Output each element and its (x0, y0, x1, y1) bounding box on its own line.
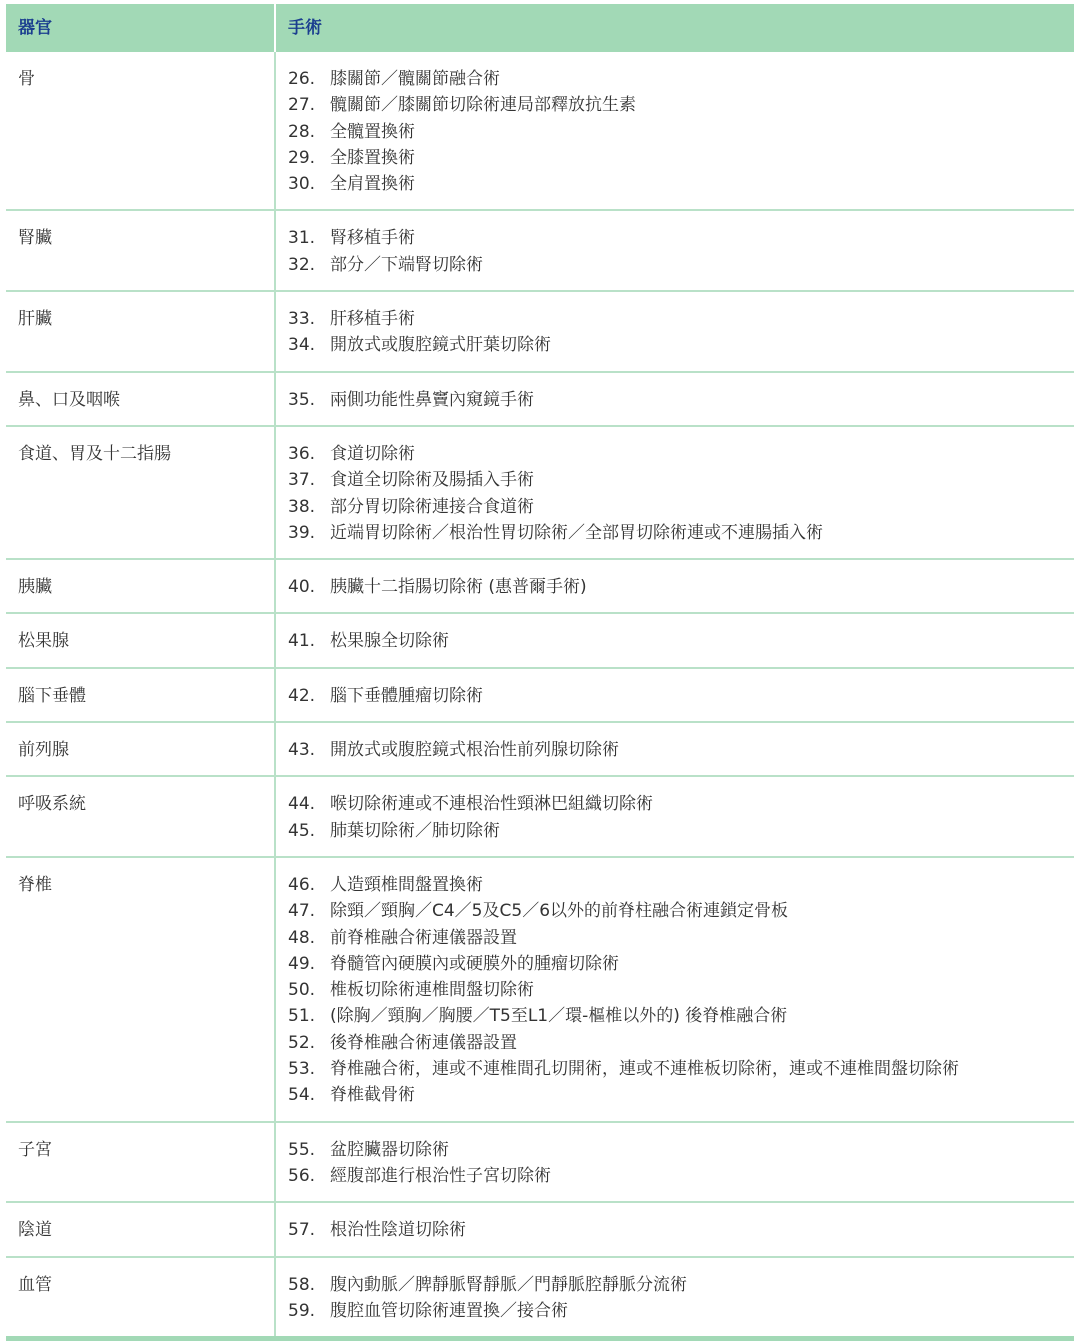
procedure-item (288, 791, 1074, 817)
procedure-text: 肺葉切除術／肺切除術 (330, 820, 500, 841)
table-row (6, 721, 1074, 775)
procedure-number: 52. (288, 1032, 316, 1053)
organ-cell: 呼吸系統 (18, 794, 86, 815)
procedure-text: 後脊椎融合術連儀器設置 (330, 1032, 517, 1053)
procedure-text: 部分／下端腎切除術 (330, 254, 483, 275)
organ-cell: 腦下垂體 (18, 685, 86, 706)
procedure-text: 腹內動脈／脾靜脈腎靜脈／門靜脈腔靜脈分流術 (330, 1274, 687, 1295)
procedure-item (288, 92, 1074, 118)
procedure-text: 全膝置換術 (330, 147, 415, 168)
procedure-text: 腹腔血管切除術連置換／接合術 (330, 1300, 568, 1321)
table-row (6, 52, 1074, 209)
procedure-item (288, 628, 1074, 654)
procedure-number: 37. (288, 470, 316, 491)
table-row (6, 1121, 1074, 1202)
table-row (6, 856, 1074, 1121)
surgery-cell (274, 427, 1074, 558)
table-bottom-rule (6, 1336, 1074, 1341)
organ-cell: 脊椎 (18, 874, 52, 895)
procedure-number: 54. (288, 1085, 316, 1106)
procedure-number: 28. (288, 121, 316, 142)
table-row (6, 371, 1074, 425)
procedure-number: 33. (288, 309, 316, 330)
organ-cell: 鼻、口及咽喉 (18, 389, 120, 410)
procedure-item (288, 951, 1074, 977)
procedure-number: 40. (288, 577, 316, 598)
surgery-table (6, 4, 1074, 1341)
organ-cell: 腎臟 (18, 228, 52, 249)
table-header (6, 4, 1074, 52)
procedure-item (288, 1137, 1074, 1163)
procedure-number: 58. (288, 1274, 316, 1295)
procedure-text: 開放式或腹腔鏡式肝葉切除術 (330, 335, 551, 356)
procedure-number: 59. (288, 1300, 316, 1321)
surgery-cell (274, 292, 1074, 371)
procedure-item (288, 1082, 1074, 1108)
surgery-cell (274, 373, 1074, 425)
procedure-item (288, 225, 1074, 251)
procedure-number: 30. (288, 174, 316, 195)
header-organ: 器官 (18, 18, 52, 38)
procedure-text: 腎移植手術 (330, 228, 415, 249)
procedure-item (288, 574, 1074, 600)
table-row (6, 667, 1074, 721)
procedure-item (288, 387, 1074, 413)
procedure-text: 食道切除術 (330, 443, 415, 464)
organ-cell: 陰道 (18, 1220, 52, 1241)
procedure-number: 42. (288, 685, 316, 706)
procedure-number: 44. (288, 794, 316, 815)
surgery-cell (274, 52, 1074, 209)
table-row (6, 558, 1074, 612)
procedure-text: (除胸／頸胸／胸腰／T5至L1／環-樞椎以外的) 後脊椎融合術 (330, 1006, 788, 1027)
procedure-text: 部分胃切除術連接合食道術 (330, 496, 534, 517)
surgery-cell (274, 858, 1074, 1121)
header-surgery: 手術 (274, 4, 1074, 52)
organ-cell: 血管 (18, 1274, 52, 1295)
procedure-number: 55. (288, 1139, 316, 1160)
table-row (6, 1256, 1074, 1337)
organ-cell: 松果腺 (18, 631, 69, 652)
table-row (6, 209, 1074, 290)
organ-cell: 肝臟 (18, 309, 52, 330)
procedure-text: 膝關節／髖關節融合術 (330, 69, 500, 89)
procedure-item (288, 1056, 1074, 1082)
organ-cell: 骨 (18, 69, 35, 89)
procedure-item (288, 494, 1074, 520)
procedure-item (288, 872, 1074, 898)
procedure-number: 29. (288, 147, 316, 168)
procedure-number: 49. (288, 953, 316, 974)
procedure-number: 43. (288, 740, 316, 761)
table-row (6, 612, 1074, 666)
procedure-item (288, 441, 1074, 467)
procedure-number: 56. (288, 1165, 316, 1186)
procedure-item (288, 1163, 1074, 1189)
procedure-text: 喉切除術連或不連根治性頸淋巴組織切除術 (330, 794, 653, 815)
procedure-item (288, 683, 1074, 709)
procedure-text: 髖關節／膝關節切除術連局部釋放抗生素 (330, 95, 636, 116)
procedure-item (288, 332, 1074, 358)
procedure-item (288, 467, 1074, 493)
procedure-text: 胰臟十二指腸切除術 (惠普爾手術) (330, 577, 587, 598)
procedure-item (288, 898, 1074, 924)
procedure-item (288, 119, 1074, 145)
procedure-item (288, 1003, 1074, 1029)
procedure-text: 近端胃切除術／根治性胃切除術／全部胃切除術連或不連腸插入術 (330, 522, 823, 543)
procedure-text: 脊髓管內硬膜內或硬膜外的腫瘤切除術 (330, 953, 619, 974)
surgery-cell (274, 211, 1074, 290)
procedure-number: 57. (288, 1220, 316, 1241)
procedure-text: 根治性陰道切除術 (330, 1220, 466, 1241)
procedure-text: 全髖置換術 (330, 121, 415, 142)
procedure-number: 51. (288, 1006, 316, 1027)
procedure-text: 盆腔臟器切除術 (330, 1139, 449, 1160)
procedure-item (288, 818, 1074, 844)
organ-cell: 子宮 (18, 1139, 52, 1160)
procedure-item (288, 1272, 1074, 1298)
procedure-item (288, 66, 1074, 92)
surgery-cell (274, 777, 1074, 856)
procedure-item (288, 925, 1074, 951)
surgery-cell (274, 1258, 1074, 1337)
procedure-number: 53. (288, 1059, 316, 1080)
procedure-number: 31. (288, 228, 316, 249)
procedure-text: 脊椎截骨術 (330, 1085, 415, 1106)
procedure-number: 39. (288, 522, 316, 543)
procedure-number: 46. (288, 874, 316, 895)
procedure-item (288, 1298, 1074, 1324)
procedure-item (288, 520, 1074, 546)
procedure-number: 36. (288, 443, 316, 464)
surgery-cell (274, 560, 1074, 612)
procedure-item (288, 306, 1074, 332)
procedure-item (288, 977, 1074, 1003)
surgery-cell (274, 1203, 1074, 1255)
procedure-item (288, 1030, 1074, 1056)
procedure-text: 經腹部進行根治性子宮切除術 (330, 1165, 551, 1186)
table-row (6, 775, 1074, 856)
table-row (6, 290, 1074, 371)
organ-cell: 食道、胃及十二指腸 (18, 443, 171, 464)
procedure-number: 34. (288, 335, 316, 356)
table-row (6, 425, 1074, 558)
procedure-item (288, 145, 1074, 171)
table-body (6, 52, 1074, 1336)
procedure-number: 45. (288, 820, 316, 841)
procedure-number: 26. (288, 69, 316, 89)
procedure-text: 人造頸椎間盤置換術 (330, 874, 483, 895)
procedure-number: 32. (288, 254, 316, 275)
procedure-text: 松果腺全切除術 (330, 631, 449, 652)
procedure-text: 除頸／頸胸／C4／5及C5／6以外的前脊柱融合術連鎖定骨板 (330, 901, 789, 922)
procedure-text: 脊椎融合術，連或不連椎間孔切開術，連或不連椎板切除術，連或不連椎間盤切除術 (330, 1059, 959, 1080)
procedure-number: 38. (288, 496, 316, 517)
procedure-text: 全肩置換術 (330, 174, 415, 195)
procedure-text: 腦下垂體腫瘤切除術 (330, 685, 483, 706)
table-row (6, 1201, 1074, 1255)
procedure-number: 41. (288, 631, 316, 652)
organ-cell: 胰臟 (18, 577, 52, 598)
procedure-item (288, 252, 1074, 278)
procedure-number: 47. (288, 901, 316, 922)
procedure-number: 27. (288, 95, 316, 116)
procedure-text: 開放式或腹腔鏡式根治性前列腺切除術 (330, 740, 619, 761)
procedure-number: 35. (288, 389, 316, 410)
procedure-number: 50. (288, 980, 316, 1001)
procedure-text: 兩側功能性鼻竇內窺鏡手術 (330, 389, 534, 410)
surgery-cell (274, 669, 1074, 721)
procedure-text: 椎板切除術連椎間盤切除術 (330, 980, 534, 1001)
procedure-number: 48. (288, 927, 316, 948)
procedure-item (288, 171, 1074, 197)
organ-cell: 前列腺 (18, 740, 69, 761)
surgery-cell (274, 1123, 1074, 1202)
procedure-text: 肝移植手術 (330, 309, 415, 330)
procedure-text: 食道全切除術及腸插入手術 (330, 470, 534, 491)
procedure-item (288, 737, 1074, 763)
surgery-cell (274, 614, 1074, 666)
procedure-item (288, 1217, 1074, 1243)
procedure-text: 前脊椎融合術連儀器設置 (330, 927, 517, 948)
surgery-cell (274, 723, 1074, 775)
